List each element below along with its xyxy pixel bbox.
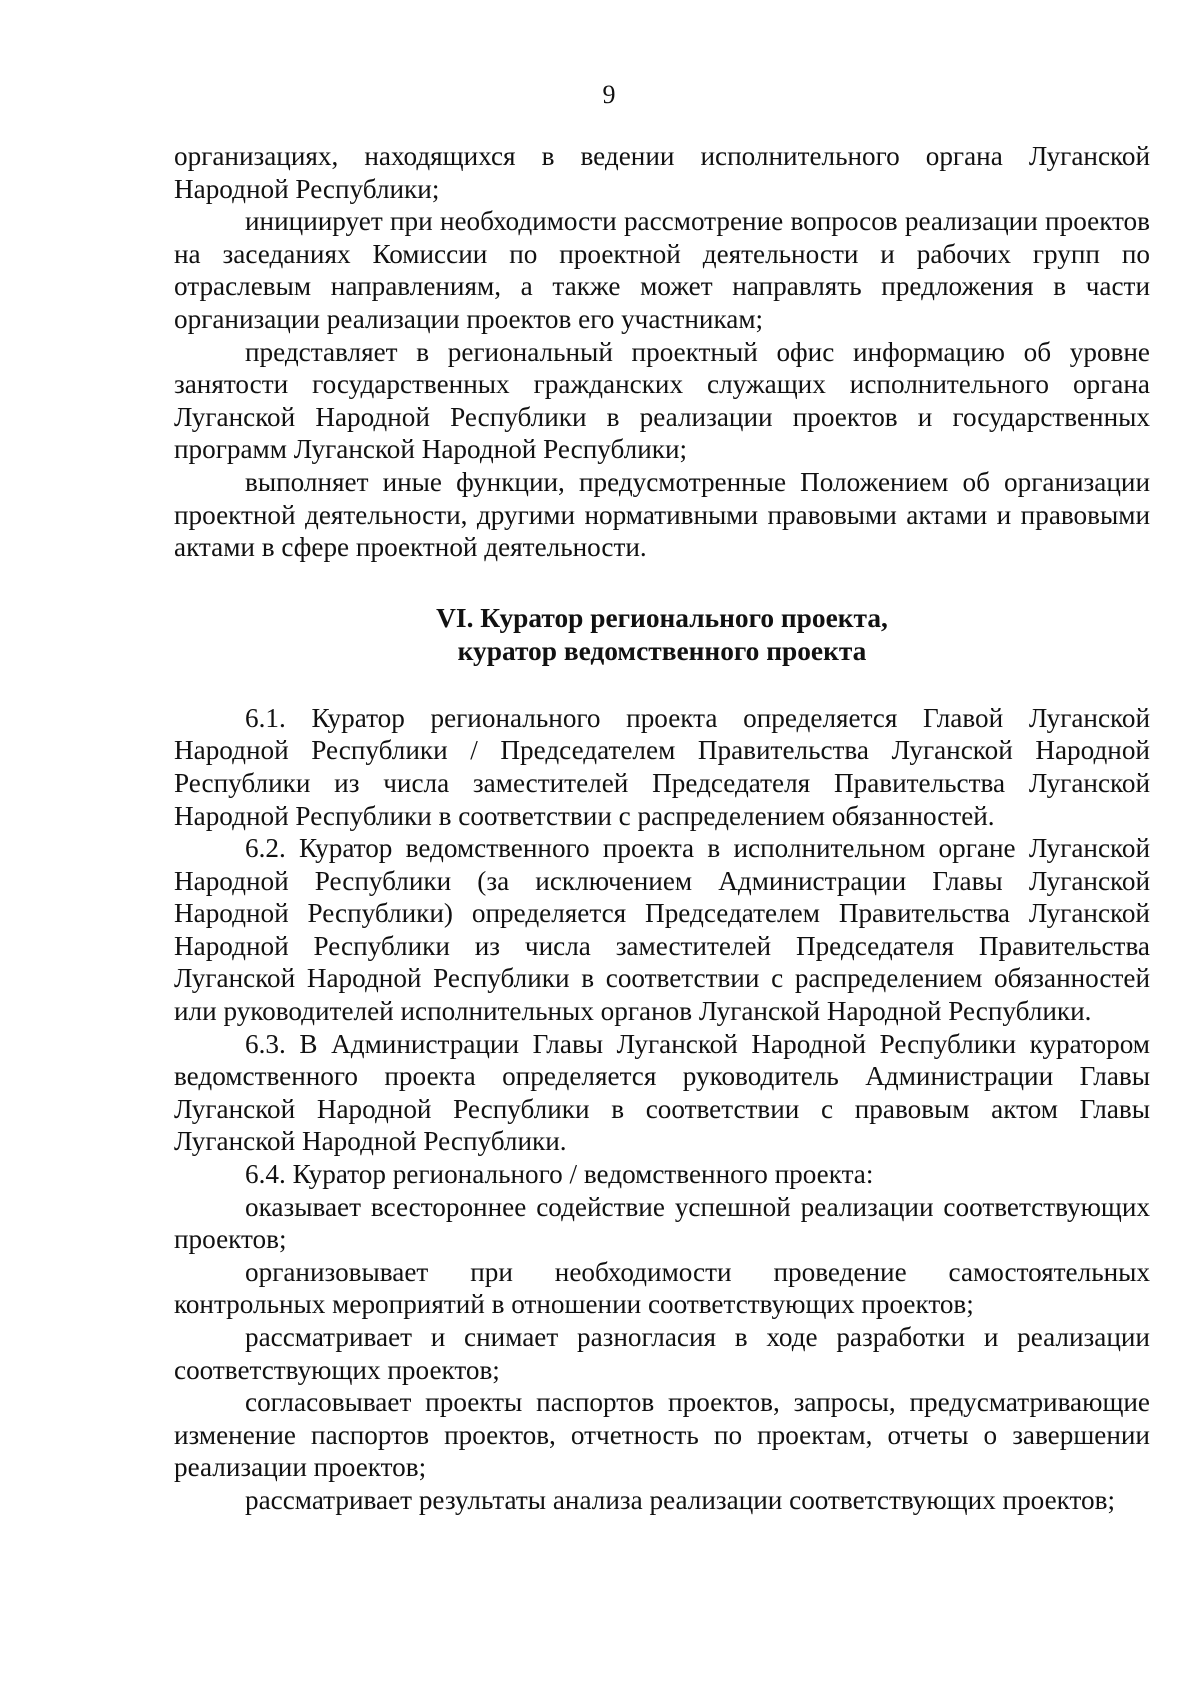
document-body — [174, 140, 1150, 1517]
paragraph: выполняет иные функции, предусмотренные Положением об организации проектной деятельности, другими нормативными правовыми актами и правовыми актами в сфере проектной деятельности. — [174, 466, 1150, 563]
paragraph: рассматривает результаты анализа реализации соответствующих проектов; — [245, 1484, 1116, 1515]
paragraph: 6.4. Куратор регионального / ведомственного проекта: — [245, 1159, 874, 1190]
paragraph: инициирует при необходимости рассмотрение вопросов реализации проектов на заседаниях Комиссии по проектной деятельности и рабочих групп по отраслевым направлениям, а также может направлять предложения в части организации реализации проектов его участникам; — [174, 206, 1150, 334]
paragraph: оказывает всестороннее содействие успешной реализации соответствующих проектов; — [174, 1191, 1150, 1255]
paragraph: согласовывает проекты паспортов проектов, запросы, предусматривающие изменение паспортов проектов, отчетность по проектам, отчеты о завершении реализации проектов; — [174, 1387, 1150, 1483]
section-heading-line-1: VI. Куратор регионального проекта, — [436, 602, 888, 633]
paragraph: организовывает при необходимости проведение самостоятельных контрольных мероприятий в отношении соответствующих проектов; — [174, 1256, 1150, 1320]
paragraph: 6.1. Куратор регионального проекта определяется Главой Луганской Народной Республики / Председателем Правительства Луганской Народной Республики из числа заместителей Председателя Правительства Луганской Народной Республики в соответствии с распределением обязанностей. — [174, 702, 1150, 831]
section-heading — [174, 602, 1150, 668]
paragraph: 6.2. Куратор ведомственного проекта в исполнительном органе Луганской Народной Республики (за исключением Администрации Главы Луганской Народной Республики) определяется Председателем Правительства Луганской Народной Республики из числа заместителей Председателя Правительства Луганской Народной Республики в соответствии с распределением обязанностей или руководителей исполнительных органов Луганской Народной Республики. — [174, 833, 1150, 1027]
paragraph: представляет в региональный проектный офис информацию об уровне занятости государственных гражданских служащих исполнительного органа Луганской Народной Республики в реализации проектов и государственных программ Луганской Народной Республики; — [174, 336, 1150, 465]
paragraph: 6.3. В Администрации Главы Луганской Народной Республики куратором ведомственного проекта определяется руководитель Администрации Главы Луганской Народной Республики в соответствии с правовым актом Главы Луганской Народной Республики. — [174, 1028, 1150, 1157]
paragraph: рассматривает и снимает разногласия в ходе разработки и реализации соответствующих проектов; — [174, 1322, 1150, 1385]
paragraph: организациях, находящихся в ведении исполнительного органа Луганской Народной Республики; — [174, 141, 1150, 204]
page-number: 9 — [602, 80, 616, 109]
section-heading-line-2: куратор ведомственного проекта — [457, 635, 867, 666]
